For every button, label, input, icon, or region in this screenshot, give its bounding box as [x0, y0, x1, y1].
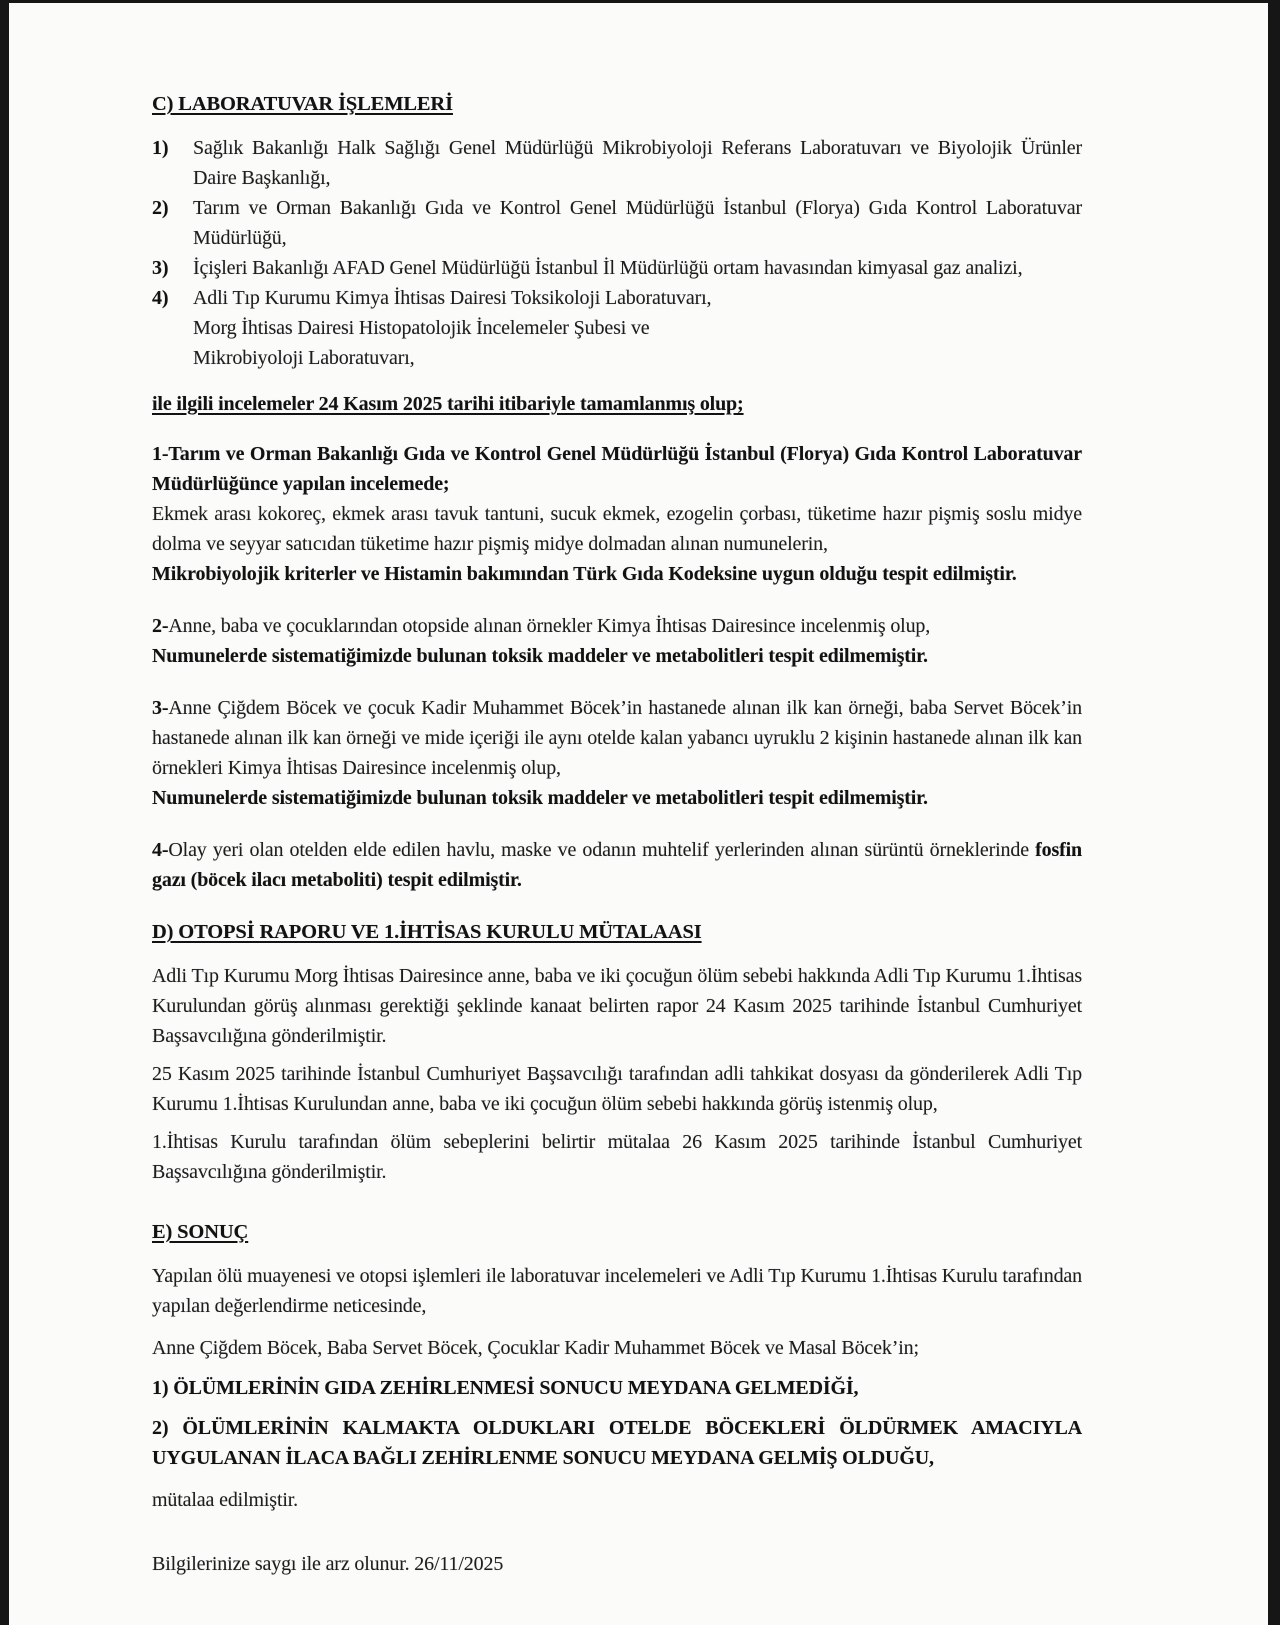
finding-4-result: fosfin gazı (böcek ilacı metaboliti) tespit edilmiştir.: [152, 839, 1082, 891]
section-c-heading: [152, 89, 1082, 119]
laboratory-list: [152, 133, 1082, 373]
section-d-heading: [152, 917, 1082, 947]
list-item: [152, 193, 1082, 253]
section-c-heading-text: C) LABORATUVAR İŞLEMLERİ: [152, 93, 453, 115]
list-item-text: Sağlık Bakanlığı Halk Sağlığı Genel Müdürlüğü Mikrobiyoloji Referans Laboratuvarı ve Biyolojik Ürünler Daire Başkanlığı,: [193, 137, 1082, 189]
finding-3-result: Numunelerde sistematiğimizde bulunan toksik maddeler ve metabolitleri tespit edilmemiştir.: [152, 787, 928, 809]
section-e-heading-text: E) SONUÇ: [152, 1221, 249, 1243]
document-content: [9, 3, 1268, 1579]
scanned-document-page: [9, 3, 1268, 1625]
list-item-text: Tarım ve Orman Bakanlığı Gıda ve Kontrol Genel Müdürlüğü İstanbul (Florya) Gıda Kontrol Laboratuvar Müdürlüğü,: [193, 197, 1082, 249]
list-item: [152, 253, 1082, 283]
finding-3-body: [152, 693, 1082, 783]
list-item: [152, 283, 1082, 373]
finding-3: [152, 693, 1082, 813]
completion-note-text: ile ilgili incelemeler 24 Kasım 2025 tarihi itibariyle tamamlanmış olup;: [152, 393, 744, 415]
finding-3-text: Anne Çiğdem Böcek ve çocuk Kadir Muhammet Böcek’in hastanede alınan ilk kan örneği, baba Servet Böcek’in hastanede alınan ilk kan örneği ve mide içeriği ile aynı otelde kalan yabancı uyruklu 2 kişinin hastanede alınan ilk kan örnekleri Kimya İhtisas Dairesince incelenmiş olup,: [152, 697, 1082, 779]
finding-2-number: 2-: [152, 615, 169, 637]
finding-2: [152, 611, 1082, 671]
section-e-heading: [152, 1217, 1082, 1247]
list-item-number: 1): [152, 137, 169, 159]
finding-1-result: Mikrobiyolojik kriterler ve Histamin bakımından Türk Gıda Kodeksine uygun olduğu tespit edilmiştir.: [152, 563, 1017, 585]
finding-3-number: 3-: [152, 697, 169, 719]
finding-2-body: [152, 611, 1082, 641]
list-item: [152, 133, 1082, 193]
list-item-line: Adli Tıp Kurumu Kimya İhtisas Dairesi Toksikoloji Laboratuvarı,: [193, 287, 712, 309]
autopsy-paragraph-2: 25 Kasım 2025 tarihinde İstanbul Cumhuriyet Başsavcılığı tarafından adli tahkikat dosyası da gönderilerek Adli Tıp Kurumu 1.İhtisas Kurulundan anne, baba ve iki çocuğun ölüm sebebi hakkında görüş istenmiş olup,: [152, 1063, 1082, 1115]
finding-4-body: [152, 835, 1082, 895]
finding-4-number: 4-: [152, 839, 169, 861]
closing-statement: mütalaa edilmiştir.: [152, 1489, 299, 1511]
finding-1: [152, 439, 1082, 589]
conclusion-intro: Yapılan ölü muayenesi ve otopsi işlemleri ile laboratuvar incelemeleri ve Adli Tıp Kurumu 1.İhtisas Kurulu tarafından yapılan değerlendirme neticesinde,: [152, 1265, 1082, 1317]
conclusion-item-1: 1) ÖLÜMLERİNİN GIDA ZEHİRLENMESİ SONUCU MEYDANA GELMEDİĞİ,: [152, 1377, 859, 1399]
list-item-text: İçişleri Bakanlığı AFAD Genel Müdürlüğü İstanbul İl Müdürlüğü ortam havasından kimyasal gaz analizi,: [193, 257, 1023, 279]
family-names-line: Anne Çiğdem Böcek, Baba Servet Böcek, Çocuklar Kadir Muhammet Böcek ve Masal Böcek’in;: [152, 1337, 919, 1359]
finding-2-text: Anne, baba ve çocuklarından otopside alınan örnekler Kimya İhtisas Dairesince incelenmiş olup,: [168, 615, 931, 637]
list-item-number: 2): [152, 197, 169, 219]
section-d-heading-text: D) OTOPSİ RAPORU VE 1.İHTİSAS KURULU MÜTALAASI: [152, 921, 702, 943]
conclusion-item-2: 2) ÖLÜMLERİNİN KALMAKTA OLDUKLARI OTELDE BÖCEKLERİ ÖLDÜRMEK AMACIYLA UYGULANAN İLACA BAĞLI ZEHİRLENME SONUCU MEYDANA GELMİŞ OLDUĞU,: [152, 1417, 1082, 1469]
finding-2-result: Numunelerde sistematiğimizde bulunan toksik maddeler ve metabolitleri tespit edilmemiştir.: [152, 645, 928, 667]
completion-note: [152, 389, 1082, 419]
list-item-number: 4): [152, 287, 169, 309]
list-item-line: Mikrobiyoloji Laboratuvarı,: [193, 347, 415, 369]
finding-4: [152, 835, 1082, 895]
list-item-line: Morg İhtisas Dairesi Histopatolojik İncelemeler Şubesi ve: [193, 317, 650, 339]
signature-line: Bilgilerinize saygı ile arz olunur. 26/11/2025: [152, 1553, 504, 1575]
finding-1-intro: 1-Tarım ve Orman Bakanlığı Gıda ve Kontrol Genel Müdürlüğü İstanbul (Florya) Gıda Kontrol Laboratuvar Müdürlüğünce yapılan incelemede;: [152, 443, 1082, 495]
finding-1-body: Ekmek arası kokoreç, ekmek arası tavuk tantuni, sucuk ekmek, ezogelin çorbası, tüketime hazır pişmiş soslu midye dolma ve seyyar satıcıdan tüketime hazır pişmiş midye dolmadan alınan numunelerin,: [152, 503, 1082, 555]
list-item-number: 3): [152, 257, 169, 279]
finding-4-text: Olay yeri olan otelden elde edilen havlu, maske ve odanın muhtelif yerlerinden alınan sürüntü örneklerinde: [168, 839, 1036, 861]
autopsy-paragraph-1: Adli Tıp Kurumu Morg İhtisas Dairesince anne, baba ve iki çocuğun ölüm sebebi hakkında Adli Tıp Kurumu 1.İhtisas Kurulundan görüş alınması gerektiği şeklinde kanaat belirten rapor 24 Kasım 2025 tarihinde İstanbul Cumhuriyet Başsavcılığına gönderilmiştir.: [152, 965, 1082, 1047]
list-item-text: [193, 283, 1082, 373]
autopsy-paragraph-3: 1.İhtisas Kurulu tarafından ölüm sebeplerini belirtir mütalaa 26 Kasım 2025 tarihinde İstanbul Cumhuriyet Başsavcılığına gönderilmiştir.: [152, 1131, 1082, 1183]
